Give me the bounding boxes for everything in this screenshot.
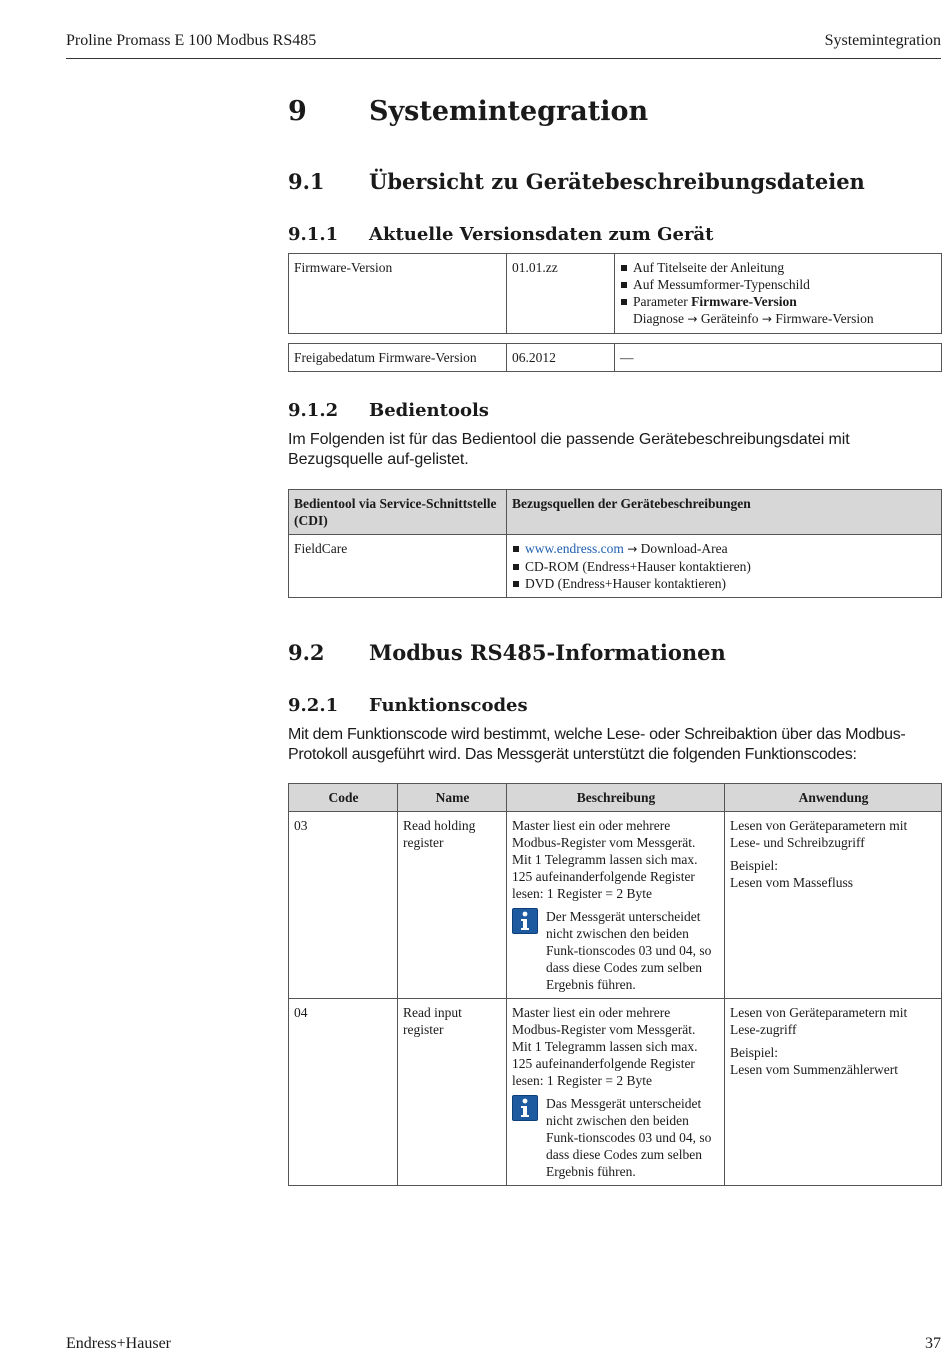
page-number: 37 — [925, 1335, 941, 1352]
section-title: Modbus RS485-Informationen — [369, 640, 726, 665]
section-title: Übersicht zu Gerätebeschreibungsdateien — [369, 169, 865, 194]
chapter-number: 9 — [288, 96, 307, 127]
arrow-right-icon: → — [687, 312, 698, 326]
section-number: 9.2.1 — [288, 695, 339, 716]
section-title: Aktuelle Versionsdaten zum Gerät — [369, 224, 714, 245]
example-text: Lesen vom Massefluss — [730, 875, 853, 890]
arrow-right-icon: → — [627, 542, 638, 556]
description-text: Mit 1 Telegramm lassen sich max. 125 aufeinanderfolgende Register lesen: 1 Register = 2 Byte — [512, 852, 698, 901]
list-item: DVD (Endress+Hauser kontaktieren) — [512, 575, 937, 592]
release-date-value: 06.2012 — [507, 344, 615, 372]
example-label: Beispiel: — [730, 858, 778, 873]
tool-name: FieldCare — [289, 535, 507, 598]
function-codes-intro: Mit dem Funktionscode wird bestimmt, welche Lese- oder Schreibaktion über das Modbus-Protokoll ausgeführt wird. Das Messgerät unterstützt die folgenden Funktionscodes: — [288, 726, 906, 763]
application-text: Lesen von Geräteparametern mit Lese- und Schreibzugriff — [730, 818, 908, 850]
arrow-right-icon: → — [761, 312, 772, 326]
firmware-locations — [615, 254, 942, 334]
function-code: 03 — [289, 812, 398, 999]
firmware-value: 01.01.zz — [507, 254, 615, 334]
column-header-name: Name — [398, 784, 507, 812]
description-text: Master liest ein oder mehrere Modbus-Register vom Messgerät. — [512, 818, 696, 850]
section-heading-9-1-2 — [288, 400, 941, 421]
firmware-label: Firmware-Version — [289, 254, 507, 334]
table-row — [289, 812, 942, 999]
table-row — [289, 344, 942, 372]
table-row — [289, 254, 942, 334]
table-row — [289, 535, 942, 598]
menu-path-step: Geräteinfo — [700, 311, 759, 326]
menu-path-step: Diagnose — [633, 311, 684, 326]
param-prefix: Parameter — [633, 294, 692, 309]
function-description — [507, 812, 725, 999]
page-header — [66, 32, 941, 59]
release-date-label: Freigabedatum Firmware-Version — [289, 344, 507, 372]
list-item: Auf Titelseite der Anleitung — [620, 259, 937, 276]
firmware-version-table — [288, 253, 942, 334]
operating-tools-intro: Im Folgenden ist für das Bedientool die passende Gerätebeschreibungsdatei mit Bezugsquelle auf-gelistet. — [288, 431, 850, 468]
function-application — [725, 999, 942, 1186]
description-text: Mit 1 Telegramm lassen sich max. 125 aufeinanderfolgende Register lesen: 1 Register = 2 Byte — [512, 1039, 698, 1088]
section-number: 9.2 — [288, 640, 325, 665]
section-number: 9.1.2 — [288, 400, 339, 421]
example-label: Beispiel: — [730, 1045, 778, 1060]
header-section-title: Systemintegration — [824, 32, 941, 49]
application-text: Lesen von Geräteparametern mit Lese-zugriff — [730, 1005, 908, 1037]
function-description — [507, 999, 725, 1186]
chapter-title: Systemintegration — [369, 96, 649, 127]
column-header-application: Anwendung — [725, 784, 942, 812]
table-header-row — [289, 490, 942, 535]
note-text: Das Messgerät unterscheidet nicht zwischen den beiden Funk-tionscodes 03 und 04, so dass diese Codes zum selben Ergebnis führen. — [546, 1096, 712, 1179]
list-item — [620, 293, 937, 310]
page-footer — [66, 1335, 941, 1353]
list-item — [512, 540, 937, 558]
list-item: CD-ROM (Endress+Hauser kontaktieren) — [512, 558, 937, 575]
section-heading-9-1-1 — [288, 224, 941, 245]
list-item: Auf Messumformer-Typenschild — [620, 276, 937, 293]
section-heading-9-2 — [288, 640, 941, 665]
note-text: Der Messgerät unterscheidet nicht zwischen den beiden Funk-tionscodes 03 und 04, so dass diese Codes zum selben Ergebnis führen. — [546, 909, 712, 992]
tool-sources — [507, 535, 942, 598]
page-content — [288, 96, 941, 1186]
function-code: 04 — [289, 999, 398, 1186]
footer-company: Endress+Hauser — [66, 1335, 171, 1352]
section-number: 9.1.1 — [288, 224, 339, 245]
function-codes-table — [288, 783, 942, 1186]
info-note — [512, 908, 720, 993]
column-header-description: Beschreibung — [507, 784, 725, 812]
table-header-row — [289, 784, 942, 812]
info-icon — [512, 908, 538, 934]
section-heading-9-2-1 — [288, 695, 941, 716]
description-text: Master liest ein oder mehrere Modbus-Register vom Messgerät. — [512, 1005, 696, 1037]
endress-website-link[interactable]: www.endress.com — [525, 541, 624, 556]
param-name: Firmware-Version — [691, 294, 797, 309]
download-area-label: Download-Area — [640, 541, 728, 556]
release-date-note: — — [615, 344, 942, 372]
table-row — [289, 999, 942, 1186]
column-header: Bezugsquellen der Gerätebeschreibungen — [507, 490, 942, 535]
header-document-title: Proline Promass E 100 Modbus RS485 — [66, 32, 317, 49]
chapter-heading — [288, 96, 941, 127]
section-number: 9.1 — [288, 169, 325, 194]
release-date-table — [288, 343, 942, 372]
function-name: Read input register — [398, 999, 507, 1186]
function-name: Read holding register — [398, 812, 507, 999]
column-header: Bedientool via Service-Schnittstelle (CDI) — [289, 490, 507, 535]
source-list — [512, 540, 937, 592]
section-title: Funktionscodes — [369, 695, 528, 716]
operating-tools-table — [288, 489, 942, 598]
info-icon — [512, 1095, 538, 1121]
column-header-code: Code — [289, 784, 398, 812]
function-application — [725, 812, 942, 999]
info-note — [512, 1095, 720, 1180]
menu-path — [620, 310, 937, 328]
section-title: Bedientools — [369, 400, 489, 421]
firmware-location-list — [620, 259, 937, 310]
menu-path-step: Firmware-Version — [775, 311, 874, 326]
section-heading-9-1 — [288, 169, 941, 194]
example-text: Lesen vom Summenzählerwert — [730, 1062, 898, 1077]
